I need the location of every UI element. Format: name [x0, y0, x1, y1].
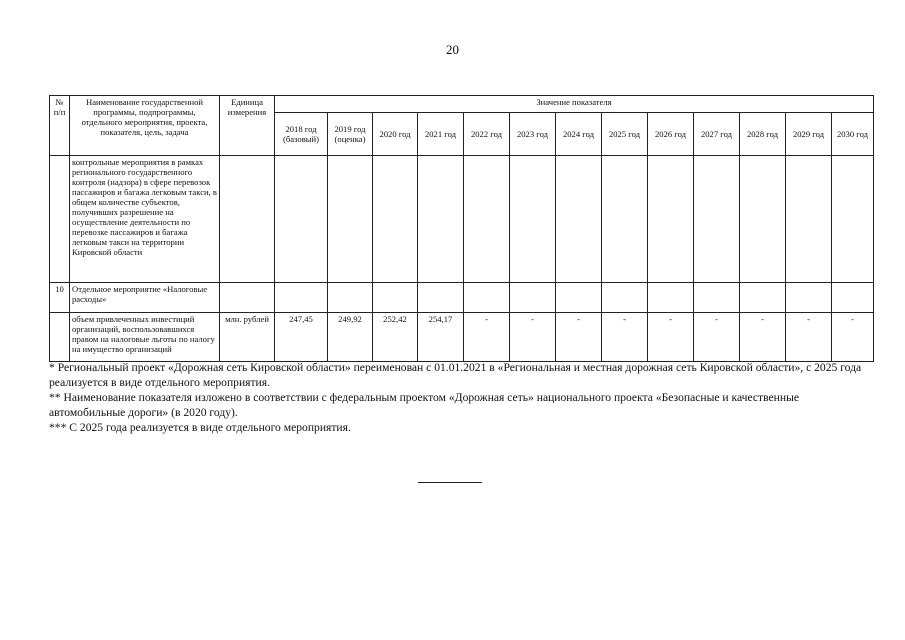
header-year: 2025 год [602, 113, 648, 156]
row-unit [220, 283, 275, 313]
row-value: 252,42 [373, 313, 418, 362]
end-rule [418, 482, 482, 483]
row-value [373, 156, 418, 283]
row-value [832, 283, 874, 313]
row-value: - [740, 313, 786, 362]
row-value [740, 156, 786, 283]
row-value [510, 156, 556, 283]
footnote: ** Наименование показателя изложено в соответствии с федеральным проектом «Дорожная сеть» национального проекта «Безопасные и качественные автомобильные дороги» (в 2020 году). [49, 391, 800, 419]
header-year: 2022 год [464, 113, 510, 156]
footnotes [49, 360, 869, 435]
header-year: 2028 год [740, 113, 786, 156]
row-num: 10 [50, 283, 70, 313]
row-value: - [694, 313, 740, 362]
page-number: 20 [446, 42, 459, 57]
row-value: - [602, 313, 648, 362]
row-name: объем привлеченных инвестиций организаций, воспользовавшихся правом на налоговые льготы по налогу на имущество организаций [70, 313, 220, 362]
row-value [832, 156, 874, 283]
footnote: *** С 2025 года реализуется в виде отдельного мероприятия. [49, 421, 351, 434]
header-year: 2029 год [786, 113, 832, 156]
row-value [694, 156, 740, 283]
header-unit: Единица измерения [220, 96, 275, 156]
table-row [50, 313, 874, 362]
row-value [786, 283, 832, 313]
row-name: контрольные мероприятия в рамках регионального государственного контроля (надзора) в сфере перевозок пассажиров и багажа легковым такси, в общем количестве субъектов, получивших разрешение на осуществление деятельности по перевозке пассажиров и багажа легковым такси на территории Кировской области [70, 156, 220, 283]
row-value: - [556, 313, 602, 362]
header-num: № п/п [50, 96, 70, 156]
row-unit [220, 156, 275, 283]
header-year: 2021 год [418, 113, 464, 156]
row-value: - [786, 313, 832, 362]
header-year: 2027 год [694, 113, 740, 156]
row-value [464, 156, 510, 283]
header-year: 2018 год (базовый) [275, 113, 328, 156]
header-year: 2024 год [556, 113, 602, 156]
row-value [510, 283, 556, 313]
indicator-table [49, 95, 874, 362]
row-value [602, 156, 648, 283]
header-year: 2030 год [832, 113, 874, 156]
row-value [275, 283, 328, 313]
row-value: 247,45 [275, 313, 328, 362]
row-unit: млн. рублей [220, 313, 275, 362]
row-value [464, 283, 510, 313]
row-num [50, 313, 70, 362]
row-value [648, 283, 694, 313]
header-name: Наименование государственной программы, подпрограммы, отдельного мероприятия, проекта, показателя, цель, задача [70, 96, 220, 156]
row-name: Отдельное мероприятие «Налоговые расходы» [70, 283, 220, 313]
row-value [556, 283, 602, 313]
header-values-group: Значение показателя [275, 96, 874, 113]
row-value: - [648, 313, 694, 362]
footnote: * Региональный проект «Дорожная сеть Кировской области» переименован с 01.01.2021 в «Региональная и местная дорожная сеть Кировской области», с 2025 года реализуется в виде отдельного мероприятия. [49, 361, 862, 389]
row-value [602, 283, 648, 313]
header-year: 2020 год [373, 113, 418, 156]
row-value [786, 156, 832, 283]
table-row [50, 156, 874, 283]
row-value: - [510, 313, 556, 362]
row-value [740, 283, 786, 313]
header-year: 2026 год [648, 113, 694, 156]
row-value: 249,92 [328, 313, 373, 362]
row-num [50, 156, 70, 283]
row-value: - [464, 313, 510, 362]
row-value: - [832, 313, 874, 362]
row-value [556, 156, 602, 283]
row-value: 254,17 [418, 313, 464, 362]
row-value [328, 156, 373, 283]
row-value [648, 156, 694, 283]
row-value [328, 283, 373, 313]
row-value [275, 156, 328, 283]
table-header-row [50, 96, 874, 113]
row-value [418, 283, 464, 313]
header-year: 2019 год (оценка) [328, 113, 373, 156]
header-year: 2023 год [510, 113, 556, 156]
row-value [373, 283, 418, 313]
row-value [694, 283, 740, 313]
row-value [418, 156, 464, 283]
table-row [50, 283, 874, 313]
